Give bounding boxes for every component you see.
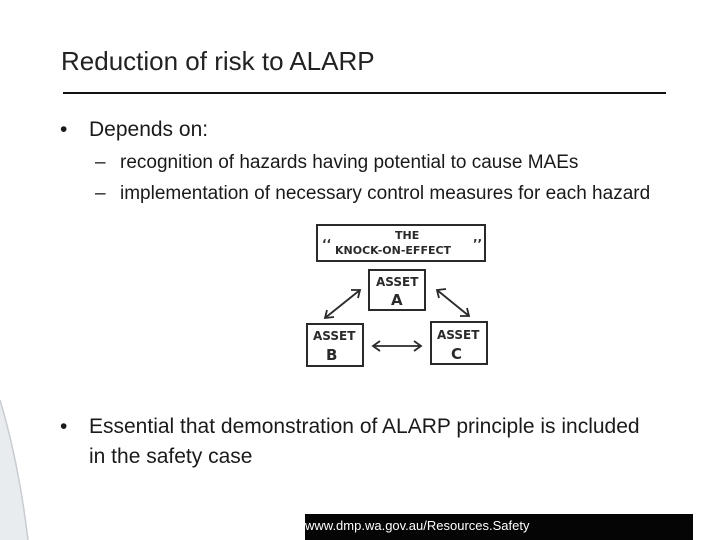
bullet-dot: • (60, 415, 68, 438)
arrow-b-c (373, 341, 421, 351)
slide-title: Reduction of risk to ALARP (61, 46, 375, 76)
header-line1: THE (395, 229, 420, 242)
arrow-a-c (437, 289, 469, 316)
bullet-dot: • (60, 118, 68, 141)
subitem-text: recognition of hazards having potential to cause MAEs (120, 152, 579, 173)
subitem-text: implementation of necessary control measures for each hazard (120, 183, 651, 204)
asset-a-label: ASSET (376, 275, 419, 289)
bullet-text: Essential that demonstration of ALARP principle is included in the safety case (89, 415, 640, 468)
arrow-a-b (325, 290, 360, 318)
asset-b-letter: B (326, 346, 338, 364)
title-divider (63, 92, 666, 94)
asset-b-label: ASSET (313, 329, 356, 343)
asset-c-label: ASSET (437, 328, 480, 342)
header-quote-left: ‘‘ (322, 237, 332, 251)
asset-c-letter: C (451, 345, 463, 363)
diagram-svg (303, 222, 495, 372)
knock-on-effect-diagram (303, 222, 495, 372)
sub-dash: – (95, 152, 106, 173)
footer (0, 514, 720, 540)
sub-dash: – (95, 183, 106, 204)
footer-url: www.dmp.wa.gov.au/Resources.Safety (305, 518, 530, 533)
header-quote-right: ’’ (473, 237, 483, 251)
header-line2: KNOCK-ON-EFFECT (335, 244, 452, 257)
bullet-text: Depends on: (89, 118, 209, 141)
asset-a-letter: A (391, 291, 403, 309)
